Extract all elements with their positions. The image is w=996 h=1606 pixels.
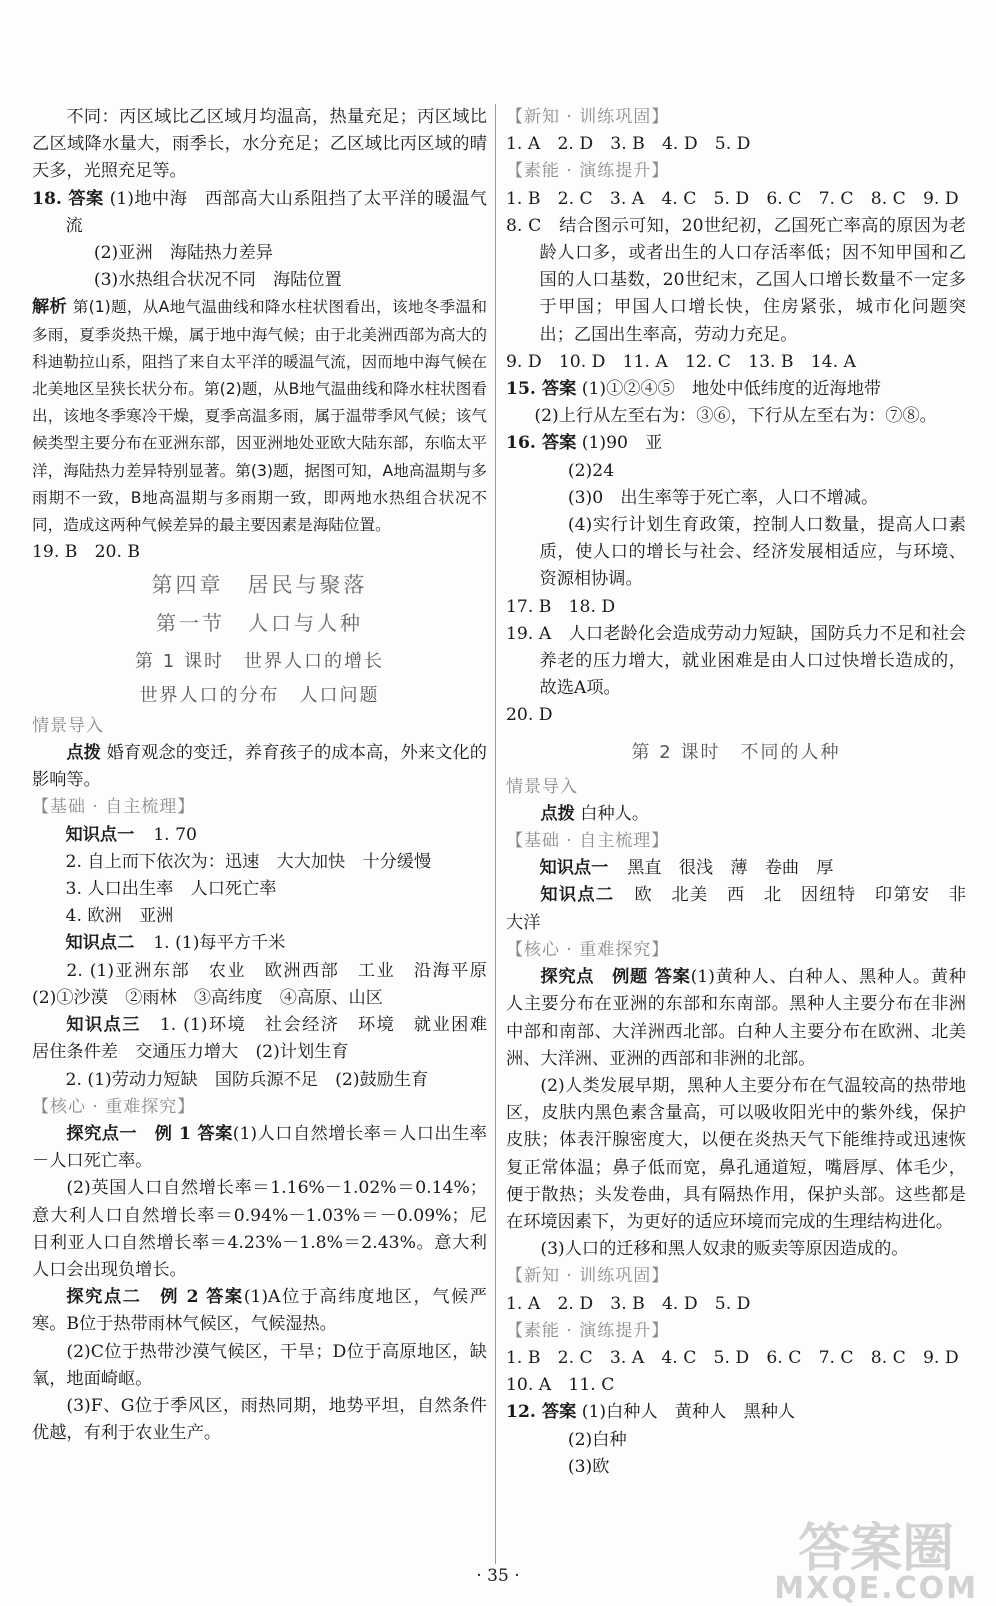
knowledge-point-3: [32, 1012, 505, 1066]
answer-text: (2)24: [567, 460, 615, 481]
answer-label: 12. 答案: [506, 1402, 577, 1423]
lesson-title: 第 1 课时 世界人口的增长: [135, 650, 384, 672]
tip-text: 白种人。: [580, 803, 650, 824]
page-number: · 35 ·: [476, 1566, 520, 1586]
explore-text: (1)黄种人、白种人、黑种人。黄种人主要分布在亚洲的东部和东南部。黑种人主要分布在非洲中部和南部、大洋洲西北部。白种人主要分布在欧洲、北美洲、大洋洲、亚洲的西部和非洲的北部。: [506, 967, 966, 1069]
explore-label: 探究点一 例 1 答案: [66, 1123, 233, 1144]
answers-row: 1. B 2. C 3. A 4. C 5. D 6. C 7. C 8. C 9. D: [506, 188, 959, 209]
tip: [32, 740, 487, 794]
knowledge-point-1: [506, 855, 966, 882]
answer-text: (2)白种: [567, 1429, 627, 1450]
explore-1: [32, 1121, 487, 1175]
basics-heading: 【基础 · 自主梳理】: [32, 797, 196, 818]
explore: [506, 964, 966, 1073]
answer-text: (3)欧: [567, 1456, 610, 1477]
explore-label: 探究点 例题 答案: [540, 967, 691, 988]
tip-text: 婚育观念的变迁，养育孩子的成本高，外来文化的影响等。: [32, 743, 487, 791]
analysis-label: 解析: [32, 297, 67, 318]
lesson-title: 第 2 课时 不同的人种: [631, 741, 841, 763]
kp-label: 知识点一: [65, 824, 135, 845]
answer-text: 不同：丙区域比乙区域月均温高，热量充足；丙区域比乙区域降水量大，雨季长，水分充足；乙区域比丙区域的晴天多，光照充足等。: [32, 107, 487, 182]
answer-text: (2)上行从左至右为：③⑥，下行从左至右为：⑦⑧。: [534, 406, 937, 427]
answer-text: (3)0 出生率等于死亡率，人口不增减。: [567, 487, 879, 508]
knowledge-point-2: [506, 882, 984, 936]
explore-text: (1)A位于高纬度地区，气候严寒。B位于热带雨林气候区，气候湿热。: [32, 1287, 487, 1335]
answer-16: [506, 430, 966, 457]
explore-text: (2)英国人口自然增长率＝1.16%－1.02%＝0.14%；意大利人口自然增长率＝0.94%－1.03%＝－0.09%；尼日利亚人口自然增长率＝4.23%－1.8%＝2.43%。意大利人口会出现负增长。: [32, 1178, 487, 1280]
tip-label: 点拨: [540, 803, 575, 824]
explore-text: (3)F、G位于季风区，雨热同期，地势平坦，自然条件优越，有利于农业生产。: [32, 1395, 487, 1444]
answer-text: (1)白种人 黄种人 黑种人: [581, 1402, 796, 1423]
kp-text: 3. 人口出生率 人口死亡率: [65, 879, 277, 900]
answer-19: 19. A 人口老龄化会造成劳动力短缺，国防兵力不足和社会养老的压力增大，就业困难是由人口过快增长造成的，故选A项。: [506, 623, 966, 699]
kp-label: 知识点三: [66, 1015, 141, 1036]
explore-text: (3)人口的迁移和黑人奴隶的贩卖等原因造成的。: [540, 1239, 909, 1260]
lesson-subtitle: 世界人口的分布 人口问题: [139, 684, 380, 706]
answer-text: (2)亚洲 海陆热力差异: [93, 243, 273, 264]
answer-text: (3)水热组合状况不同 海陆位置: [93, 270, 342, 291]
kp-label: 知识点一: [539, 858, 609, 879]
answer-8: 8. C 结合图示可知，20世纪初，乙国死亡率高的原因为老龄人口多，或者出生的人口存活率低；因不知甲国和乙国的人口基数，20世纪末，乙国人口增长数量不一定多于甲国；甲国人口增长快，住房紧张，城市化问题突出；乙国出生率高，劳动力充足。: [506, 215, 966, 345]
answer-12: [506, 1399, 966, 1426]
kp-text: 欧 北美 西 北 因纽特 印第安 非 大洋: [506, 885, 984, 933]
tip: [506, 801, 966, 828]
basics-heading: 【基础 · 自主梳理】: [506, 831, 670, 852]
practice-heading: 【新知 · 训练巩固】: [506, 107, 670, 127]
answer-label: 16. 答案: [506, 433, 577, 454]
left-column: [32, 104, 505, 1447]
kp-text: 1. (1)每平方千米: [153, 933, 286, 954]
answer-19-20: 19. B 20. B: [32, 542, 141, 563]
column-divider: [495, 104, 496, 1564]
scenario-intro-heading: 情景导入: [32, 715, 104, 736]
answers-row: 1. A 2. D 3. B 4. D 5. D: [506, 1293, 751, 1314]
kp-text: 1. (1)环境 社会经济 环境 就业困难 居住条件差 交通压力增大 (2)计划生育: [32, 1015, 505, 1063]
ability-heading: 【素能 · 演练提升】: [506, 1320, 670, 1341]
kp-text: 1. 70: [153, 824, 197, 845]
answer-label: 15. 答案: [506, 379, 577, 400]
ability-heading: 【素能 · 演练提升】: [506, 161, 670, 182]
answer-text: (1)地中海 西部高大山系阻挡了太平洋的暖温气流: [65, 188, 487, 236]
kp-text: 2. 自上而下依次为：迅速 大大加快 十分缓慢: [65, 851, 432, 872]
tip-label: 点拨: [66, 743, 101, 764]
section-title: 第一节 人口与人种: [156, 610, 363, 635]
kp-text: 2. (1)劳动力短缺 国防兵源不足 (2)鼓励生育: [65, 1069, 429, 1090]
watermark-url: MXQE.COM: [774, 1571, 978, 1606]
explore-text: (2)C位于热带沙漠气候区，干旱；D位于高原地区，缺氧，地面崎岖。: [32, 1341, 487, 1389]
explore-text: (2)人类发展早期，黑种人主要分布在气温较高的热带地区，皮肤内黑色素含量高，可以吸收阳光中的紫外线，保护皮肤；体表汗腺密度大，以便在炎热天气下能维持或迅速恢复正常体温；鼻子低而宽，鼻孔通道短，嘴唇厚、体毛少，便于散热；头发卷曲，具有隔热作用，保护头部。这些都是在环境因素下，为更好的适应环境而完成的生理结构进化。: [506, 1075, 966, 1232]
right-column: [506, 104, 984, 1481]
core-heading: 【核心 · 重难探究】: [506, 939, 670, 960]
analysis: [32, 294, 487, 539]
kp-text: 2. (1)亚洲东部 农业 欧洲西部 工业 沿海平原 (2)①沙漠 ②雨林 ③高纬度 ④高原、山区: [32, 960, 505, 1008]
chapter-title: 第四章 居民与聚落: [151, 573, 368, 598]
explore-label: 探究点二 例 2 答案: [66, 1287, 244, 1308]
watermark-text: 答案圈: [798, 1519, 955, 1579]
answers-row: 1. B 2. C 3. A 4. C 5. D 6. C 7. C 8. C 9. D: [506, 1347, 959, 1368]
answer-text: (1)①②④⑤ 地处中低纬度的近海地带: [581, 379, 882, 400]
kp-label: 知识点二: [540, 885, 615, 906]
answers-row: 20. D: [506, 705, 553, 726]
answer-label: 18. 答案: [32, 188, 104, 209]
core-heading: 【核心 · 重难探究】: [32, 1096, 196, 1117]
analysis-text: 第(1)题，从A地气温曲线和降水柱状图看出，该地冬季温和多雨，夏季炎热干燥，属于地中海气候；由于北美洲西部为高大的科迪勒拉山系，阻挡了来自太平洋的暖温气流，因而地中海气候在北美地区呈狭长状分布。第(2)题，从B地气温曲线和降水柱状图看出，该地冬季寒冷干燥，夏季高温多雨，属于温带季风气候；该气候类型主要分布在亚洲东部，因亚洲地处亚欧大陆东部，东临太平洋，海陆热力差异特别显著。第(3)题，据图可知，A地高温期与多雨期不一致，B地高温期与多雨期一致，即两地水热组合状况不同，造成这两种气候差异的最主要因素是海陆位置。: [32, 298, 487, 535]
answers-row: 9. D 10. D 11. A 12. C 13. B 14. A: [506, 351, 856, 372]
kp-text: 4. 欧洲 亚洲: [65, 906, 174, 927]
answers-row: 17. B 18. D: [506, 596, 616, 617]
answer-text: (1)90 亚: [581, 433, 663, 454]
kp-label: 知识点二: [65, 933, 135, 954]
scenario-intro-heading: 情景导入: [506, 776, 578, 797]
answer-15: [506, 376, 966, 403]
watermark-logo: [774, 1519, 978, 1606]
knowledge-point-2: [32, 930, 487, 957]
explore-text: (1)人口自然增长率＝人口出生率－人口死亡率。: [32, 1123, 487, 1172]
knowledge-point-1: [32, 822, 487, 849]
practice-heading: 【新知 · 训练巩固】: [506, 1266, 670, 1287]
kp-text: 黑直 很浅 薄 卷曲 厚: [627, 858, 834, 879]
answers-row: 1. A 2. D 3. B 4. D 5. D: [506, 134, 751, 155]
explore-2: [32, 1284, 487, 1338]
answer-18: [32, 186, 487, 240]
answers-row: 10. A 11. C: [506, 1375, 615, 1396]
answer-text: (4)实行计划生育政策，控制人口数量，提高人口素质，使人口的增长与社会、经济发展相适应，与环境、资源相协调。: [539, 515, 966, 590]
